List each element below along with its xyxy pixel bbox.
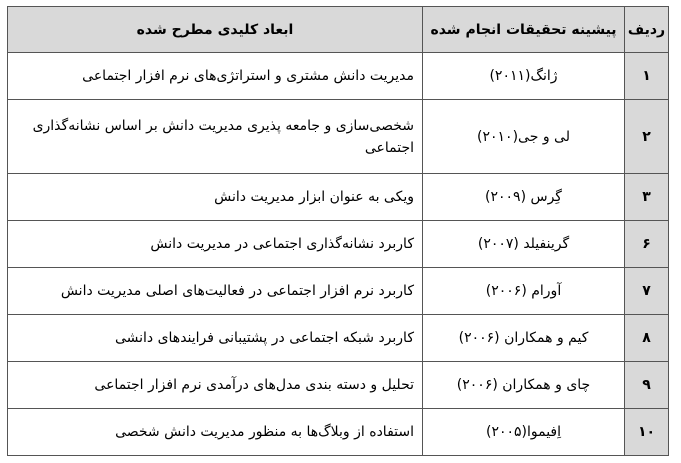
row-number: ۶ xyxy=(625,221,669,268)
header-row xyxy=(8,7,669,53)
table-row xyxy=(8,268,669,315)
key-dimension: کاربرد نشانه‌گذاری اجتماعی در مدیریت دانش xyxy=(8,221,423,268)
research-reference: گرینفیلد (۲۰۰۷) xyxy=(423,221,625,268)
research-reference: ژانگ(۲۰۱۱) xyxy=(423,53,625,100)
row-number: ۲ xyxy=(625,100,669,174)
key-dimension: کاربرد نرم افزار اجتماعی در فعالیت‌های اصلی مدیریت دانش xyxy=(8,268,423,315)
row-number: ۹ xyxy=(625,362,669,409)
row-number: ۷ xyxy=(625,268,669,315)
table-row xyxy=(8,362,669,409)
row-number: ۱ xyxy=(625,53,669,100)
key-dimension: ویکی به عنوان ابزار مدیریت دانش xyxy=(8,174,423,221)
table-row xyxy=(8,100,669,174)
research-reference: کیم و همکاران (۲۰۰۶) xyxy=(423,315,625,362)
research-table-container xyxy=(7,6,669,456)
header-key-dimensions: ابعاد کلیدی مطرح شده xyxy=(8,7,423,53)
key-dimension: مدیریت دانش مشتری و استراتژی‌های نرم افزار اجتماعی xyxy=(8,53,423,100)
research-reference: اِفیموا(۲۰۰۵) xyxy=(423,409,625,456)
research-reference: آورام (۲۰۰۶) xyxy=(423,268,625,315)
table-row xyxy=(8,315,669,362)
table-row xyxy=(8,409,669,456)
key-dimension: تحلیل و دسته بندی مدل‌های درآمدی نرم افزار اجتماعی xyxy=(8,362,423,409)
table-row xyxy=(8,174,669,221)
research-reference: لی و جی(۲۰۱۰) xyxy=(423,100,625,174)
table-row xyxy=(8,221,669,268)
header-previous-research: پیشینه تحقیقات انجام شده xyxy=(423,7,625,53)
header-row-number: ردیف xyxy=(625,7,669,53)
key-dimension: استفاده از وبلاگ‌ها به منظور مدیریت دانش شخصی xyxy=(8,409,423,456)
research-reference: چای و همکاران (۲۰۰۶) xyxy=(423,362,625,409)
row-number: ۸ xyxy=(625,315,669,362)
key-dimension: کاربرد شبکه اجتماعی در پشتیبانی فرایندهای دانشی xyxy=(8,315,423,362)
research-reference: گِرس (۲۰۰۹) xyxy=(423,174,625,221)
research-table xyxy=(7,6,669,456)
key-dimension: شخصی‌سازی و جامعه پذیری مدیریت دانش بر اساس نشانه‌گذاری اجتماعی xyxy=(8,100,423,174)
row-number: ۳ xyxy=(625,174,669,221)
row-number: ۱۰ xyxy=(625,409,669,456)
table-row xyxy=(8,53,669,100)
